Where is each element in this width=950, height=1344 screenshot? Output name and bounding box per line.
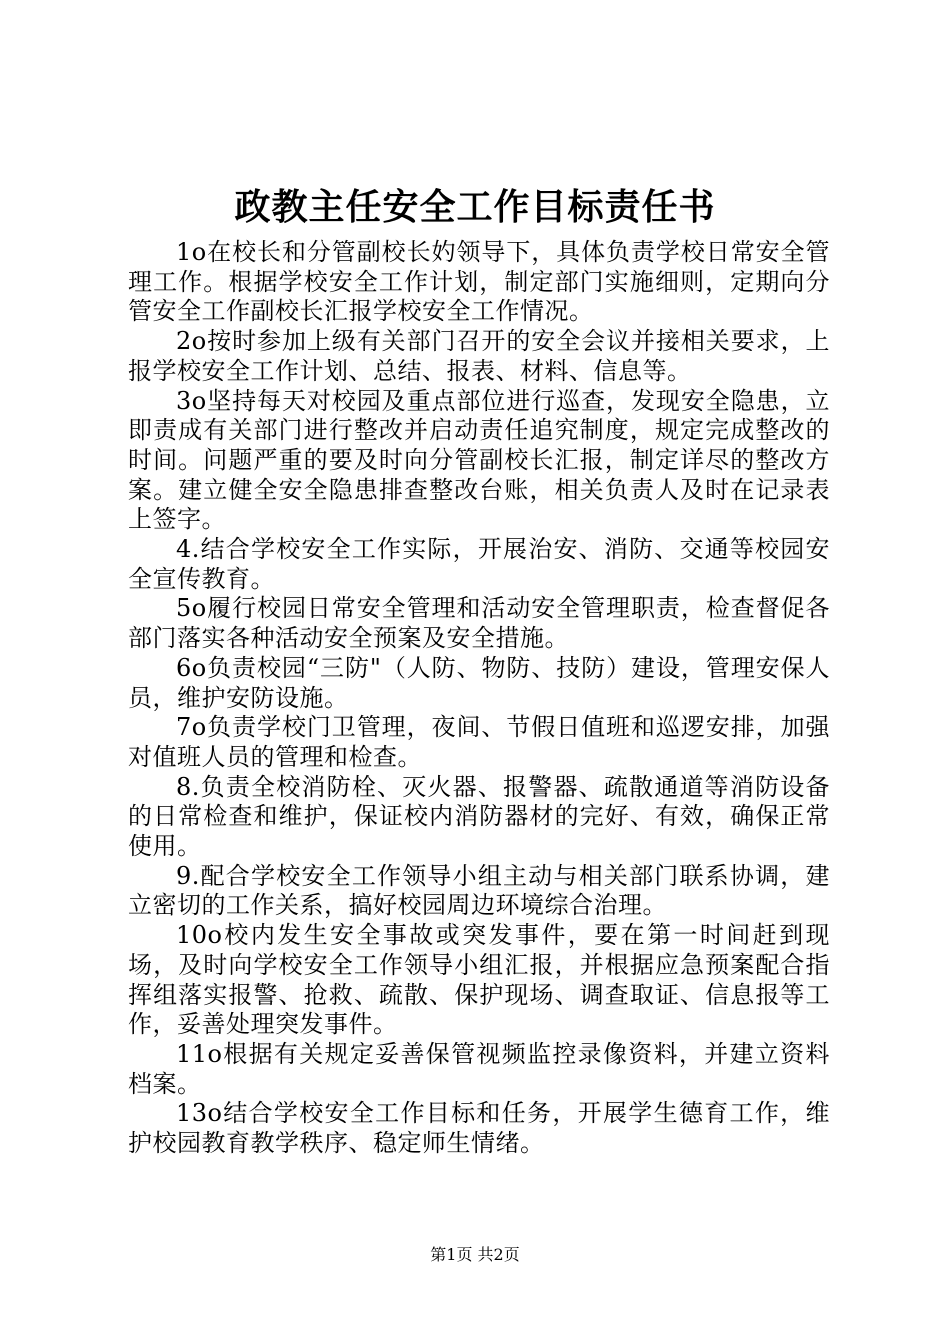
paragraph-6: 6o负责校园“三防"（人防、物防、技防）建设，管理安保人员，维护安防设施。 (128, 653, 830, 712)
page-title: 政教主任安全工作目标责任书 (234, 186, 716, 228)
paragraph-1: 1o在校长和分管副校长妁领导下，具体负责学校日常安全管理工作。根据学校安全工作计划，制定部门实施细则，定期向分管安全工作副校长汇报学校安全工作情况。 (128, 238, 830, 326)
paragraph-10: 10o校内发生安全事故或突发事件，要在第一时间赶到现场，及时向学校安全工作领导小组汇报，并根据应急预案配合指挥组落实报警、抢救、疏散、保护现场、调查取证、信息报等工作，妥善处理突发事件。 (128, 921, 830, 1039)
paragraph-11: 11o根据有关规定妥善保管视频监控录像资料，并建立资料档案。 (128, 1039, 830, 1098)
paragraph-5: 5o履行校园日常安全管理和活动安全管理职责，检查督促各部门落实各种活动安全预案及安全措施。 (128, 594, 830, 653)
document-body (128, 238, 830, 1159)
paragraph-3: 3o坚持每天对校园及重点部位进行巡查，发现安全隐患，立即责成有关部门进行整改并启动责任追究制度，规定完成整改的时间。问题严重的要及时向分管副校长汇报，制定详尽的整改方案。建立健全安全隐患排查整改台账，相关负责人及时在记录表上签字。 (128, 386, 830, 534)
paragraph-9: 9.配合学校安全工作领导小组主动与相关部门联系协调，建立密切的工作关系，搞好校园周边环境综合治理。 (128, 861, 830, 920)
paragraph-7: 7o负责学校门卫管理，夜间、节假日值班和巡逻安排，加强对值班人员的管理和检查。 (128, 713, 830, 771)
paragraph-13: 13o结合学校安全工作目标和任务，开展学生德育工作，维护校园教育教学秩序、稳定师生情绪。 (128, 1099, 830, 1158)
paragraph-2: 2o按时参加上级有关部门召开的安全会议并接相关要求，上报学校安全工作计划、总结、报表、材料、信息等。 (128, 327, 830, 385)
paragraph-8: 8.负责全校消防栓、灭火器、报警器、疏散通道等消防设备的日常检查和维护，保证校内消防器材的完好、有效，确保正常使用。 (128, 772, 830, 861)
page-footer: 第1页 共2页 (430, 1245, 520, 1264)
paragraph-4: 4.结合学校安全工作实际，开展治安、消防、交通等校园安全宣传教育。 (128, 535, 830, 593)
